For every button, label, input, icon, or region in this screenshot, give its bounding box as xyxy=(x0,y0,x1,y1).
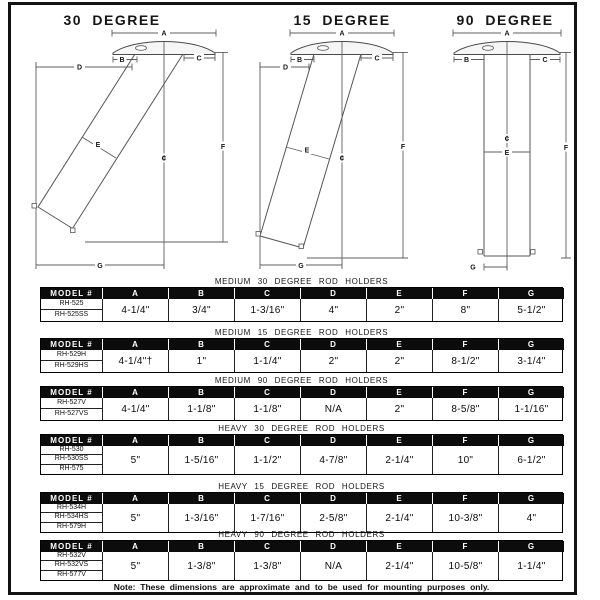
column-header: B xyxy=(168,435,234,446)
column-header: F xyxy=(432,288,498,299)
dim-value-e: 2-1/4" xyxy=(366,552,432,580)
dim-label-f: F xyxy=(563,145,569,152)
dim-label-g: G xyxy=(470,264,476,272)
column-header: A xyxy=(102,339,168,350)
dim-value-b: 1-1/8" xyxy=(168,398,234,420)
dim-value-c: 1-7/16" xyxy=(234,504,300,532)
dim-value-a: 5" xyxy=(102,504,168,532)
table-heavy-90 xyxy=(40,530,563,581)
dim-value-e: 2" xyxy=(366,398,432,420)
mount-hole xyxy=(483,46,494,51)
column-header-model: MODEL # xyxy=(41,288,102,299)
column-header: G xyxy=(498,435,564,446)
table-heavy-15 xyxy=(40,482,563,533)
dim-value-f: 10-3/8" xyxy=(432,504,498,532)
dim-value-d: 2-5/8" xyxy=(300,504,366,532)
dim-value-b: 1-3/16" xyxy=(168,504,234,532)
column-header: B xyxy=(168,493,234,504)
centerline-symbol: ¢ xyxy=(504,134,510,144)
dim-value-f: 8" xyxy=(432,299,498,321)
dim-label-b: B xyxy=(463,57,470,64)
diagram-15-degree xyxy=(256,12,408,270)
column-header: C xyxy=(234,435,300,446)
dim-value-c: 1-1/2" xyxy=(234,446,300,474)
dim-value-g: 3-1/4" xyxy=(498,350,564,372)
dim-label-b: B xyxy=(119,57,125,64)
dim-value-e: 2-1/4" xyxy=(366,446,432,474)
column-header-model: MODEL # xyxy=(41,541,102,552)
diagram-90-degree xyxy=(453,12,571,272)
model-number: RH-534HS xyxy=(41,513,102,522)
mounting-note: Note: These dimensions are approximate and to be used for mounting purposes only. xyxy=(113,582,490,592)
dim-label-d: D xyxy=(282,64,289,72)
dim-label-c: C xyxy=(196,55,202,63)
dimension-table xyxy=(40,386,563,421)
column-header: E xyxy=(366,339,432,350)
dim-value-g: 6-1/2" xyxy=(498,446,564,474)
dim-value-f: 10-5/8" xyxy=(432,552,498,580)
dim-label-e: E xyxy=(304,147,310,155)
dimension-table xyxy=(40,287,563,322)
column-header: C xyxy=(234,339,300,350)
dim-value-d: N/A xyxy=(300,398,366,420)
diagram-title-15: 15 DEGREE xyxy=(293,12,391,28)
diagram-30-degree xyxy=(32,12,228,270)
model-number: RH-577V xyxy=(57,570,86,578)
model-number: RH-527VS xyxy=(54,410,89,417)
rod-holder-diagrams xyxy=(0,0,600,292)
model-number: RH-525 xyxy=(41,299,102,310)
rod-tube xyxy=(38,54,183,229)
dim-label-b: B xyxy=(296,57,303,64)
model-number: RH-579H xyxy=(56,522,87,530)
diagram-title-30: 30 DEGREE xyxy=(63,12,161,28)
dim-value-g: 4" xyxy=(498,504,564,532)
dim-label-c: C xyxy=(542,57,548,64)
dim-value-d: 4" xyxy=(300,299,366,321)
dim-label-a: A xyxy=(504,30,510,38)
table-title: HEAVY 15 DEGREE ROD HOLDERS xyxy=(218,482,385,491)
dim-value-d: N/A xyxy=(300,552,366,580)
dim-value-c: 1-3/8" xyxy=(234,552,300,580)
model-number: RH-534H xyxy=(41,504,102,513)
dim-value-g: 5-1/2" xyxy=(498,299,564,321)
column-header: D xyxy=(300,288,366,299)
column-header-model: MODEL # xyxy=(41,435,102,446)
model-number: RH-530SS xyxy=(41,455,102,464)
column-header: F xyxy=(432,435,498,446)
model-number: RH-575 xyxy=(59,464,84,472)
table-title: HEAVY 30 DEGREE ROD HOLDERS xyxy=(218,424,385,433)
dim-value-a: 5" xyxy=(102,552,168,580)
dim-value-e: 2" xyxy=(366,350,432,372)
centerline-symbol: ¢ xyxy=(339,154,345,163)
model-number: RH-532V xyxy=(41,552,102,561)
dim-label-a: A xyxy=(339,30,345,38)
dimension-table xyxy=(40,492,563,533)
dim-value-c: 1-3/16" xyxy=(234,299,300,321)
dim-label-g: G xyxy=(298,263,304,270)
dimension-table xyxy=(40,434,563,475)
column-header: A xyxy=(102,541,168,552)
dim-value-e: 2" xyxy=(366,299,432,321)
table-heavy-30 xyxy=(40,424,563,475)
column-header: D xyxy=(300,541,366,552)
column-header: F xyxy=(432,541,498,552)
column-header-model: MODEL # xyxy=(41,493,102,504)
dim-value-f: 8-1/2" xyxy=(432,350,498,372)
table-medium-15 xyxy=(40,328,563,373)
column-header: G xyxy=(498,493,564,504)
model-number: RH-529HS xyxy=(54,362,89,369)
column-header: F xyxy=(432,493,498,504)
column-header: C xyxy=(234,541,300,552)
table-medium-30 xyxy=(40,277,563,322)
dim-value-a: 4-1/4" xyxy=(102,299,168,321)
table-title: HEAVY 90 DEGREE ROD HOLDERS xyxy=(218,530,385,539)
mount-hole xyxy=(136,46,147,51)
dim-value-a: 4-1/4"† xyxy=(102,350,168,372)
dim-value-b: 1" xyxy=(168,350,234,372)
column-header: G xyxy=(498,288,564,299)
column-header: A xyxy=(102,387,168,398)
mount-hole xyxy=(318,46,329,51)
dim-value-e: 2-1/4" xyxy=(366,504,432,532)
centerline-symbol: ¢ xyxy=(161,154,167,163)
dim-label-a: A xyxy=(161,30,167,38)
column-header: E xyxy=(366,387,432,398)
column-header-model: MODEL # xyxy=(41,387,102,398)
dim-value-b: 3/4" xyxy=(168,299,234,321)
column-header: F xyxy=(432,339,498,350)
column-header: B xyxy=(168,339,234,350)
table-medium-90 xyxy=(40,376,563,421)
column-header: A xyxy=(102,493,168,504)
model-number: RH-532VS xyxy=(41,561,102,570)
column-header: E xyxy=(366,288,432,299)
column-header: A xyxy=(102,288,168,299)
column-header: E xyxy=(366,435,432,446)
column-header: F xyxy=(432,387,498,398)
model-number: RH-530 xyxy=(41,446,102,455)
column-header: D xyxy=(300,493,366,504)
dim-value-c: 1-1/8" xyxy=(234,398,300,420)
dim-label-f: F xyxy=(400,144,406,151)
dim-label-e: E xyxy=(95,142,101,149)
dimension-table xyxy=(40,338,563,373)
diagram-title-90: 90 DEGREE xyxy=(456,12,554,28)
model-number: RH-527V xyxy=(41,398,102,409)
column-header: C xyxy=(234,493,300,504)
column-header: B xyxy=(168,288,234,299)
column-header: B xyxy=(168,387,234,398)
dim-value-b: 1-3/8" xyxy=(168,552,234,580)
column-header: C xyxy=(234,288,300,299)
column-header: B xyxy=(168,541,234,552)
column-header: G xyxy=(498,339,564,350)
column-header: E xyxy=(366,493,432,504)
dim-label-f: F xyxy=(220,144,226,151)
dim-label-c: C xyxy=(374,55,380,63)
table-title: MEDIUM 15 DEGREE ROD HOLDERS xyxy=(214,328,389,337)
dim-value-f: 10" xyxy=(432,446,498,474)
dim-value-d: 2" xyxy=(300,350,366,372)
column-header: D xyxy=(300,339,366,350)
dim-label-e: E xyxy=(504,150,510,157)
column-header: G xyxy=(498,541,564,552)
dimension-table xyxy=(40,540,563,581)
table-title: MEDIUM 30 DEGREE ROD HOLDERS xyxy=(214,277,389,286)
dim-value-d: 4-7/8" xyxy=(300,446,366,474)
dim-value-a: 5" xyxy=(102,446,168,474)
column-header: D xyxy=(300,435,366,446)
column-header: E xyxy=(366,541,432,552)
dim-value-g: 1-1/4" xyxy=(498,552,564,580)
column-header-model: MODEL # xyxy=(41,339,102,350)
dim-value-a: 4-1/4" xyxy=(102,398,168,420)
dim-label-d: D xyxy=(76,64,83,72)
dim-value-g: 1-1/16" xyxy=(498,398,564,420)
column-header: C xyxy=(234,387,300,398)
column-header: A xyxy=(102,435,168,446)
column-header: G xyxy=(498,387,564,398)
dim-label-g: G xyxy=(97,263,103,270)
model-number: RH-525SS xyxy=(54,311,89,318)
column-header: D xyxy=(300,387,366,398)
table-title: MEDIUM 90 DEGREE ROD HOLDERS xyxy=(214,376,389,385)
dim-value-c: 1-1/4" xyxy=(234,350,300,372)
dim-value-f: 8-5/8" xyxy=(432,398,498,420)
dim-value-b: 1-5/16" xyxy=(168,446,234,474)
model-number: RH-529H xyxy=(41,350,102,361)
